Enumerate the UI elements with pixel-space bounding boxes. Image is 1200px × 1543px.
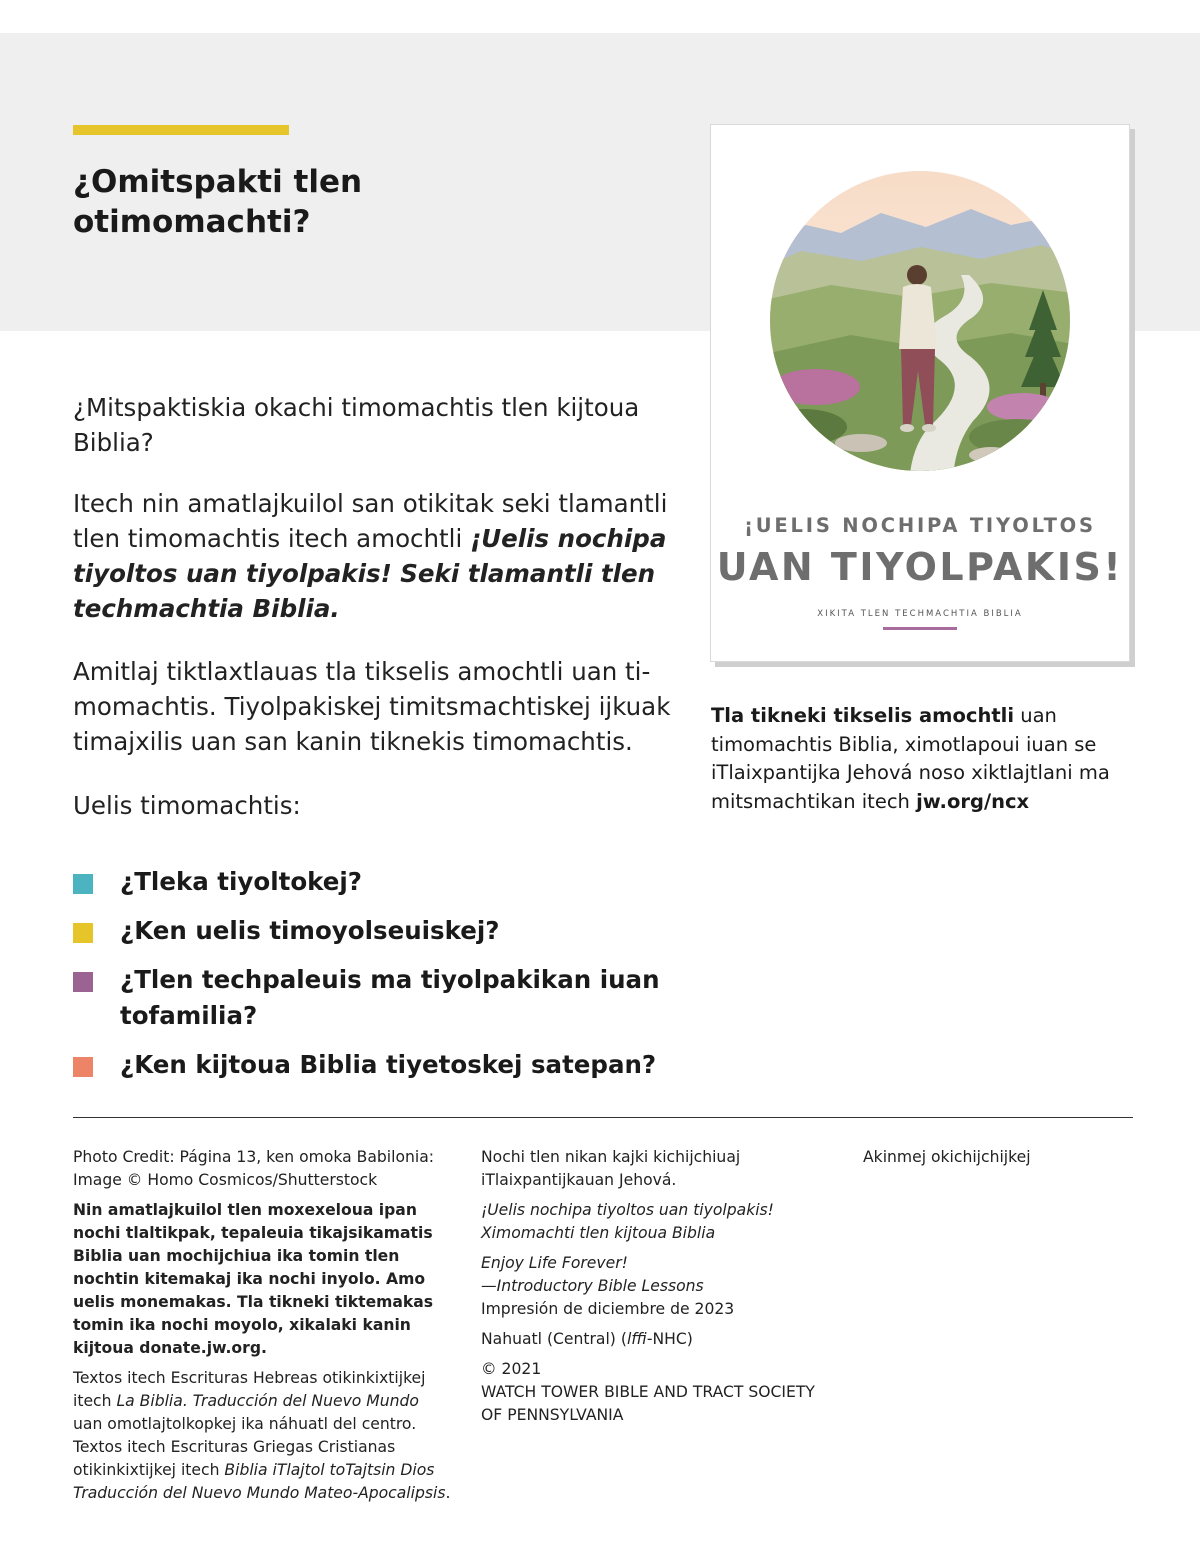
language-code — [481, 1328, 831, 1351]
question-text: ¿Tleka tiyoltokej? — [120, 867, 363, 896]
intro-paragraph-2-text: Itech nin amatlajkuilol san otikitak seki tlamantli tlen timomachtis itech amochtli — [73, 489, 668, 553]
cover-subtitle: ¡UELIS NOCHIPA TIYOLTOS — [744, 514, 1096, 537]
accent-bar — [73, 125, 289, 135]
bible-texts-part: . — [445, 1484, 451, 1502]
cover-illustration — [711, 125, 1129, 505]
photo-credit: Photo Credit: Página 13, ken omoka Babilonia: Image © Homo Cosmicos/Shutterstock — [73, 1148, 435, 1189]
bible-texts-note — [73, 1367, 453, 1505]
intro-paragraph-2 — [73, 486, 673, 626]
brochure-cover — [710, 124, 1130, 662]
local-title-line-2: Ximomachti tlen kijtoua Biblia — [481, 1224, 716, 1242]
question-text: ¿Ken kijtoua Biblia tiyetoskej satepan? — [120, 1050, 657, 1079]
cover-divider — [883, 627, 957, 630]
footer-column-3 — [863, 1146, 1143, 1176]
brochure-offer-text — [711, 702, 1131, 816]
printing-date: Impresión de diciembre de 2023 — [481, 1300, 735, 1318]
question-item — [73, 1047, 693, 1083]
footer-column-1 — [73, 1146, 453, 1512]
bible-texts-part: uan omotlajtolkopkej ika náhuatl del centro. Textos itech Escrituras Griegas Cristianas otikinkixtijkej itech — [73, 1415, 417, 1479]
intro-paragraph-1: ¿Mitspaktiskia okachi timomachtis tlen kijtoua Biblia? — [73, 393, 640, 457]
page-title: ¿Omitspakti tlen otimomachti? — [73, 164, 363, 240]
donation-note: Nin amatlajkuilol tlen moxexeloua ipan nochi tlaltikpak, tepaleuia tikajsikamatis Biblia uan mochijchiua ika tomin tlen nochtin kitemakaj ika nochi inyolo. Amo uelis monemakas. Tla tikneki tiktemakas tomin ika nochi moyolo, xikalaki kanin kijtoua donate.jw.org. — [73, 1201, 434, 1357]
footer-divider — [73, 1117, 1133, 1118]
language-code-part: Nahuatl (Central) ( — [481, 1330, 627, 1348]
english-title — [481, 1252, 831, 1321]
offer-bold-lead: Tla tikneki tikselis amochtli — [711, 704, 1015, 727]
footer-column-2 — [481, 1146, 831, 1434]
website-link[interactable]: jw.org/ncx — [916, 789, 1030, 813]
question-item — [73, 913, 693, 949]
brochure-title-inline: ¡Uelis nochipa tiyoltos uan tiyolpakis! Seki tlamantli tlen techmachtia Biblia. — [73, 524, 667, 623]
bible-title-2: Biblia iTlajtol toTajtsin Dios Traducción del Nuevo Mundo Mateo-Apocalipsis — [73, 1461, 446, 1502]
society-name: WATCH TOWER BIBLE AND TRACT SOCIETY OF PENNSYLVANIA — [481, 1383, 815, 1424]
english-title-line-2: —Introductory Bible Lessons — [481, 1277, 704, 1295]
bible-title-1: La Biblia. Traducción del Nuevo Mundo — [116, 1392, 419, 1410]
offer-body: uan timomachtis Biblia, ximotlapoui iuan se iTlaixpantijka Jehová noso xiktlajtlani ma mitsmachtikan itech — [711, 704, 1110, 813]
copyright-year: © 2021 — [481, 1360, 542, 1378]
publisher-note: Nochi tlen nikan kajki kichijchiuaj iTlaixpantijkauan Jehová. — [481, 1148, 741, 1189]
intro-paragraph-4: Uelis timomachtis: — [73, 791, 301, 820]
coral-square-bullet-icon — [73, 1057, 93, 1077]
yellow-square-bullet-icon — [73, 923, 93, 943]
copyright — [481, 1358, 831, 1427]
intro-paragraph-3: Amitlaj tiktlaxtlauas tla tikselis amochtli uan ti-momachtis. Tiyolpakiskej timitsmachtiskej ijkuak timajxilis uan san kanin tiknekis timomachtis. — [73, 657, 671, 756]
question-list — [73, 864, 693, 1096]
question-item — [73, 962, 693, 1034]
local-title — [481, 1199, 831, 1245]
language-code-italic: lffi — [626, 1330, 647, 1348]
purple-square-bullet-icon — [73, 972, 93, 992]
question-text: ¿Ken uelis timoyolseuiskej? — [120, 916, 500, 945]
cover-tagline: XIKITA TLEN TECHMACHTIA BIBLIA — [817, 609, 1023, 619]
footer-note: Akinmej okichijchijkej — [863, 1148, 1031, 1166]
cover-title: UAN TIYOLPAKIS! — [716, 545, 1124, 589]
teal-square-bullet-icon — [73, 874, 93, 894]
language-code-part: -NHC) — [646, 1330, 693, 1348]
bible-texts-part: Textos itech Escrituras Hebreas otikinkixtijkej itech — [73, 1369, 426, 1410]
question-item — [73, 864, 693, 900]
question-text: ¿Tlen techpaleuis ma tiyolpakikan iuan tofamilia? — [120, 965, 660, 1030]
english-title-line-1: Enjoy Life Forever! — [481, 1254, 628, 1272]
local-title-line-1: ¡Uelis nochipa tiyoltos uan tiyolpakis! — [481, 1201, 774, 1219]
